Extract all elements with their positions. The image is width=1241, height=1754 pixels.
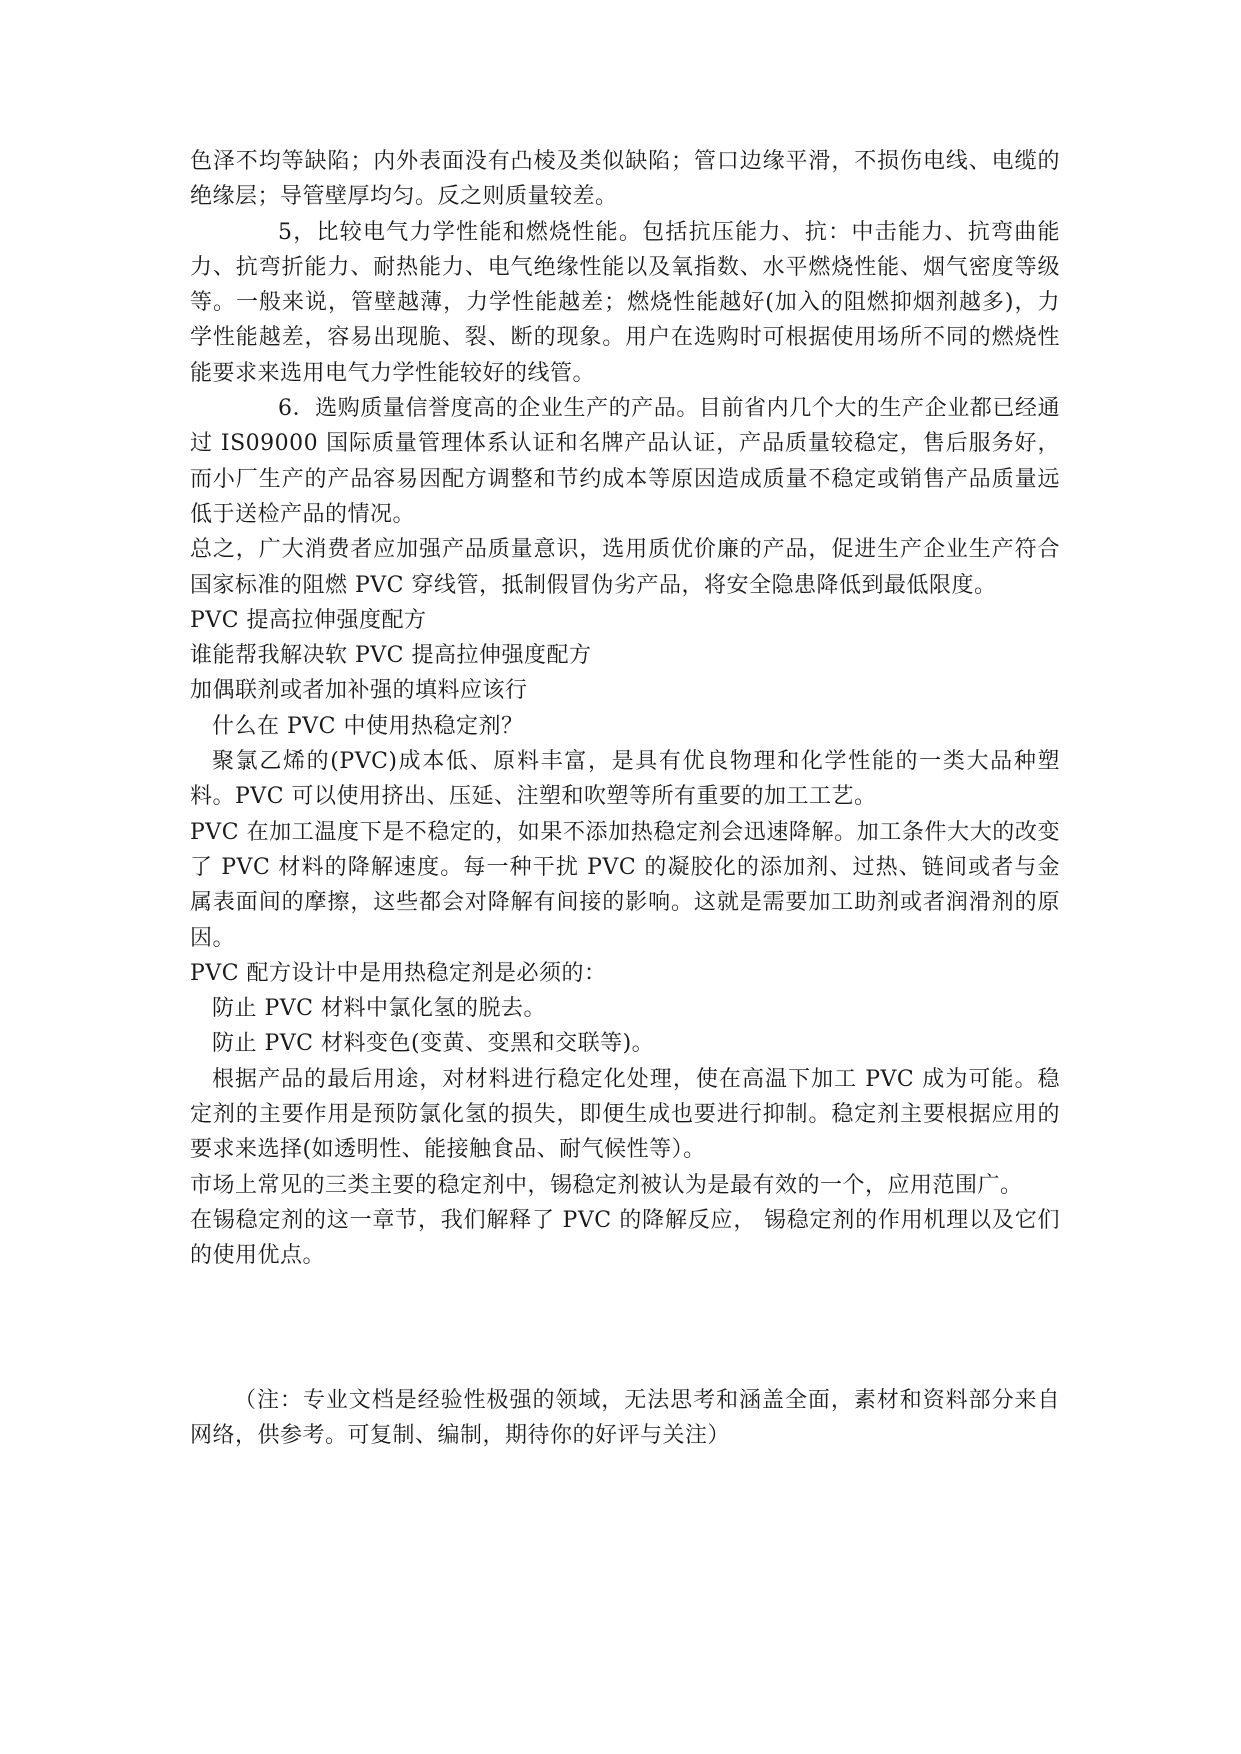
footnote: （注：专业文档是经验性极强的领域，无法思考和涵盖全面，素材和资料部分来自网络，供参考。可复制、编制，期待你的好评与关注） [190,1388,1060,1449]
paragraph: 谁能帮我解决软 PVC 提高拉伸强度配方 [190,643,592,669]
paragraph: 6．选购质量信誉度高的企业生产的产品。目前省内几个大的生产企业都已经通过 IS09000 国际质量管理体系认证和名牌产品认证，产品质量较稳定，售后服务好，而小厂生产的产品容易因配方调整和节约成本等原因造成质量不稳定或销售产品质量远低于送检产品的情况。 [190,396,1060,527]
paragraph: 总之，广大消费者应加强产品质量意识，选用质优价廉的产品，促进生产企业生产符合国家标准的阻燃 PVC 穿线管，抵制假冒伪劣产品，将安全隐患降低到最低限度。 [190,537,1060,598]
paragraph: 加偶联剂或者加补强的填料应该行 [190,678,528,704]
document-body [190,144,1060,1274]
paragraph: 防止 PVC 材料中氯化氢的脱去。 [212,996,547,1022]
paragraph: PVC 配方设计中是用热稳定剂是必须的： [190,960,607,986]
paragraph: 色泽不均等缺陷；内外表面没有凸棱及类似缺陷；管口边缘平滑，不损伤电线、电缆的绝缘层；导管壁厚均匀。反之则质量较差。 [190,149,1060,210]
paragraph: 根据产品的最后用途，对材料进行稳定化处理，使在高温下加工 PVC 成为可能。稳定剂的主要作用是预防氯化氢的损失，即便生成也要进行抑制。稳定剂主要根据应用的要求来选择(如透明性、能接触食品、耐气候性等）。 [190,1066,1060,1163]
paragraph: 什么在 PVC 中使用热稳定剂？ [212,713,524,739]
paragraph: 5，比较电气力学性能和燃烧性能。包括抗压能力、抗：中击能力、抗弯曲能力、抗弯折能力、耐热能力、电气绝缘性能以及氧指数、水平燃烧性能、烟气密度等级等。一般来说，管壁越薄，力学性能越差；燃烧性能越好(加入的阻燃抑烟剂越多)，力学性能越差，容易出现脆、裂、断的现象。用户在选购时可根据使用场所不同的燃烧性能要求来选用电气力学性能较好的线管。 [190,219,1060,386]
paragraph: 市场上常见的三类主要的稳定剂中，锡稳定剂被认为是最有效的一个，应用范围广。 [190,1172,1023,1198]
paragraph: PVC 提高拉伸强度配方 [190,607,427,633]
paragraph: 在锡稳定剂的这一章节，我们解释了 PVC 的降解反应， 锡稳定剂的作用机理以及它们的使用优点。 [190,1207,1060,1269]
paragraph: PVC 在加工温度下是不稳定的，如果不添加热稳定剂会迅速降解。加工条件大大的改变了 PVC 材料的降解速度。每一种干扰 PVC 的凝胶化的添加剂、过热、链间或者与金属表面间的摩擦，这些都会对降解有间接的影响。这就是需要加工助剂或者润滑剂的原因。 [190,819,1060,951]
paragraph: 防止 PVC 材料变色(变黄、变黑和交联等)。 [212,1031,655,1057]
paragraph: 聚氯乙烯的(PVC)成本低、原料丰富，是具有优良物理和化学性能的一类大品种塑料。PVC 可以使用挤出、压延、注塑和吹塑等所有重要的加工工艺。 [190,749,1060,810]
